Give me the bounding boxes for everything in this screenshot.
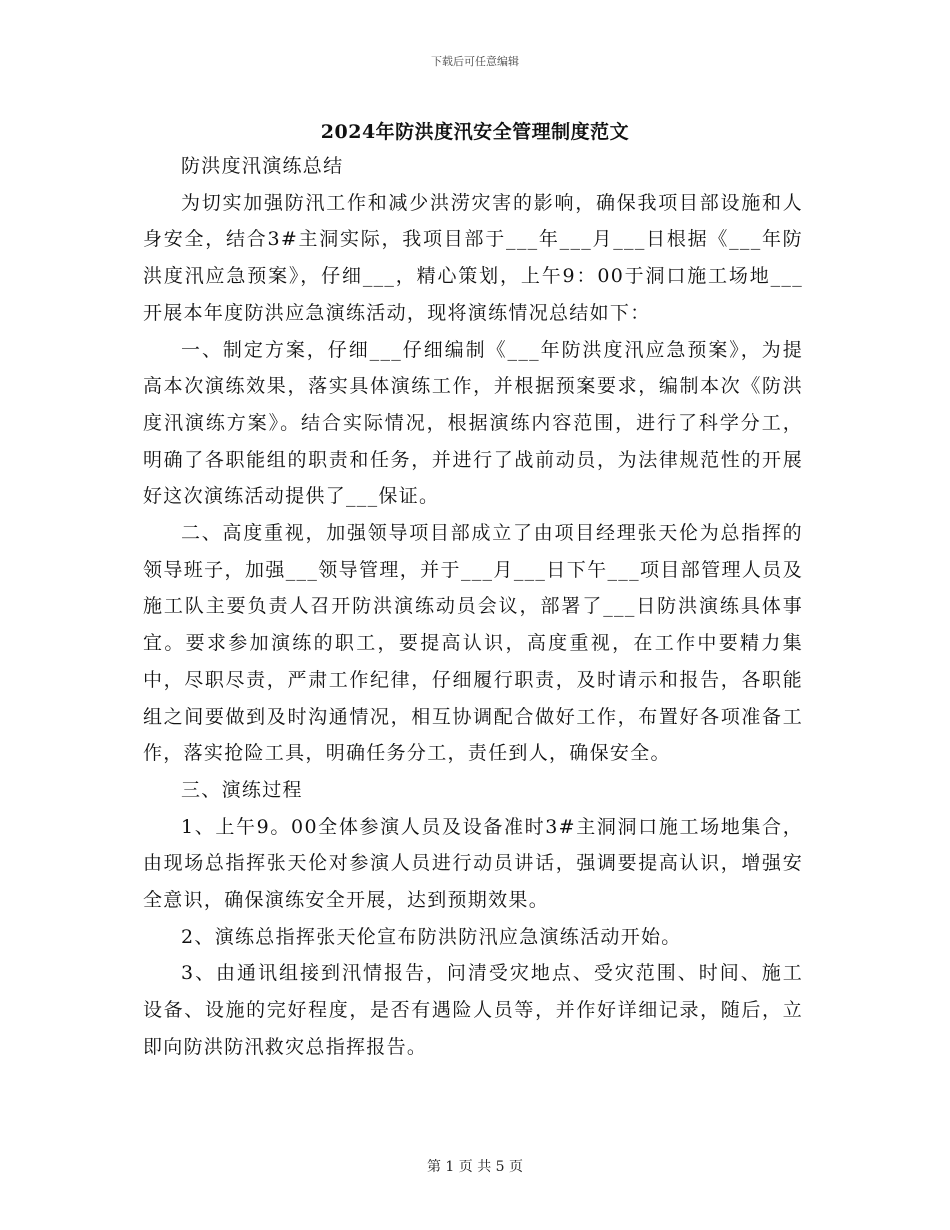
paragraph-step-2: 2、演练总指挥张天伦宣布防洪防汛应急演练活动开始。 xyxy=(181,925,682,948)
document-title: 2024年防洪度汛安全管理制度范文 xyxy=(320,121,630,143)
paragraph-section-3-heading: 三、演练过程 xyxy=(181,778,303,801)
paragraph-section-2: 二、高度重视，加强领导项目部成立了由项目经理张天伦为总指挥的领导班子，加强___领导管理，并于___月___日下午___项目部管理人员及施工队主要负责人召开防洪演练动员会议，部署了___日防洪演练具体事宜。要求参加演练的职工，要提高认识，高度重视，在工作中要精力集中，尽职尽责，严肃工作纪律，仔细履行职责，及时请示和报告，各职能组之间要做到及时沟通情况，相互协调配合做好工作，布置好各项准备工作，落实抢险工具，明确任务分工，责任到人，确保安全。 xyxy=(143,522,803,765)
document-body xyxy=(143,148,803,1066)
paragraph-intro: 为切实加强防汛工作和减少洪涝灾害的影响，确保我项目部设施和人身安全，结合3#主洞实际，我项目部于___年___月___日根据《___年防洪度汛应急预案》，仔细___，精心策划，上午9：00于洞口施工场地___开展本年度防洪应急演练活动，现将演练情况总结如下： xyxy=(143,191,803,324)
paragraph-step-3: 3、由通讯组接到汛情报告，问清受灾地点、受灾范围、时间、施工设备、设施的完好程度，是否有遇险人员等，并作好详细记录，随后，立即向防洪防汛救灾总指挥报告。 xyxy=(143,962,803,1058)
paragraph-step-1: 1、上午9。00全体参演人员及设备准时3#主洞洞口施工场地集合，由现场总指挥张天伦对参演人员进行动员讲话，强调要提高认识，增强安全意识，确保演练安全开展，达到预期效果。 xyxy=(143,815,803,912)
page-header-note: 下载后可任意编辑 xyxy=(431,55,519,68)
paragraph-subtitle: 防洪度汛演练总结 xyxy=(181,155,344,177)
page-number-footer: 第 1 页 共 5 页 xyxy=(426,1159,524,1175)
paragraph-section-1: 一、制定方案，仔细___仔细编制《___年防洪度汛应急预案》，为提高本次演练效果，落实具体演练工作，并根据预案要求，编制本次《防洪度汛演练方案》。结合实际情况，根据演练内容范围，进行了科学分工，明确了各职能组的职责和任务，并进行了战前动员，为法律规范性的开展好这次演练活动提供了___保证。 xyxy=(143,338,803,508)
